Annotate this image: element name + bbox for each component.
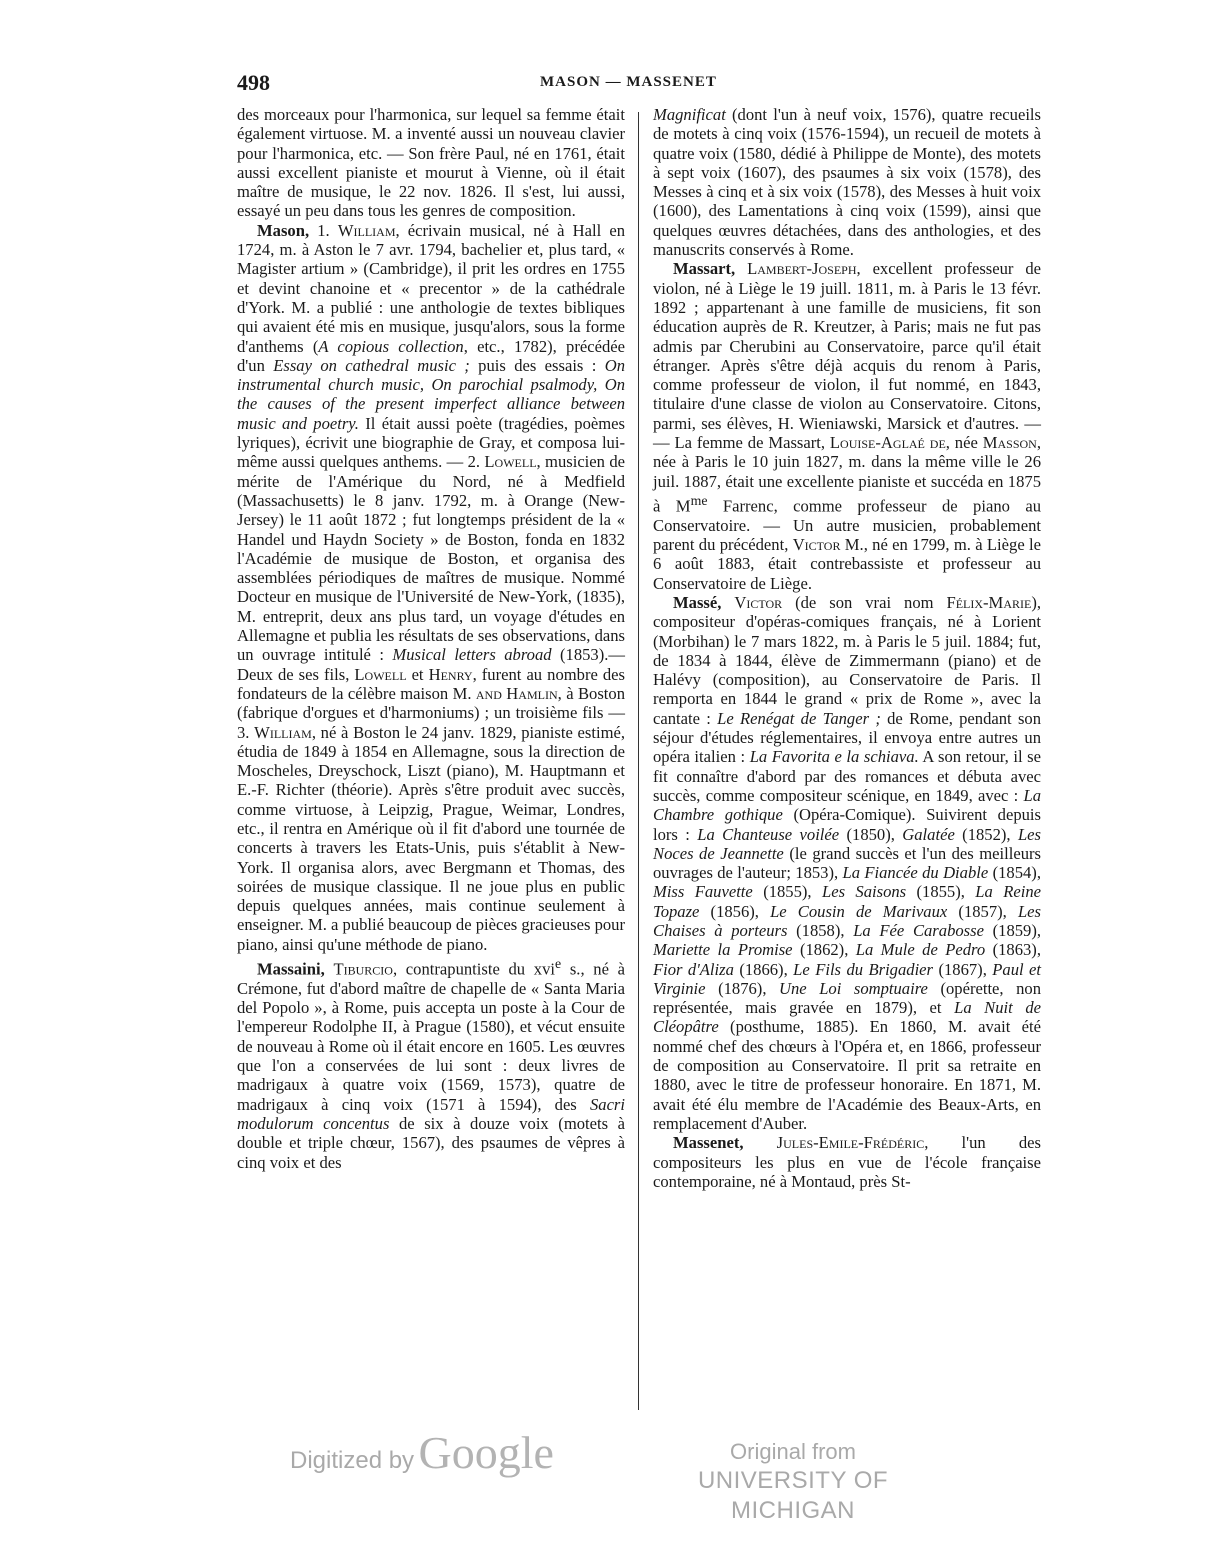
paragraph-harmonica: des morceaux pour l'harmonica, sur lequel sa femme était également virtuose. M. a inventé aussi un nouveau clavier pour l'harmonica, etc. — Son frère Paul, né en 1761, était aussi excellent pianiste et mourut à Vienne, où il était maître de musique, le 22 nov. 1826. Il s'est, lui aussi, essayé un peu dans tous les genres de composition. [237, 105, 625, 221]
work-title: Musical letters abroad [392, 645, 552, 665]
entry-text: , née [945, 433, 983, 453]
original-source-watermark [668, 1438, 918, 1526]
running-head: MASON — MASSENET [540, 74, 717, 90]
entry-mason [237, 221, 625, 954]
work-title: Le Renégat de Tanger ; [717, 708, 881, 728]
work-title: La Mule de Pedro [855, 940, 986, 960]
entry-text: A son retour, il se fit connaître d'abord par des romances et débuta avec succès, comme compositeur scénique, en 1849, avec : [653, 747, 1042, 805]
work-title: Essay on cathedral music ; [273, 355, 470, 375]
entry-text: (de son vrai nom [782, 592, 947, 612]
entry-text: s., né à Crémone, fut d'abord maître de chapelle de « Santa Maria del Popolo », à Rome, puis accepta un poste à la Cour de l'empereur Rodolphe II, à Prague (1580), et vécut ensuite de nouveau à Rome où il était encore en 1605. Les œuvres que l'on a conservées de lui sont : deux livres de madrigaux à quatre voix (1569, 1573), quatre de madrigaux à cinq voix (1571 à 1594), des [237, 959, 625, 1114]
entry-text: (1854), [988, 863, 1041, 883]
work-title: Paul et Virginie [653, 959, 1042, 998]
work-title: Les Chaises à porteurs [653, 901, 1041, 940]
work-title: La Chambre gothique [653, 785, 1041, 825]
google-logo: Google [418, 1427, 554, 1478]
digitized-text: Digitized by [290, 1447, 415, 1474]
work-title: A copious collection [318, 336, 464, 356]
entry-text: , excellent professeur de violon, né à Liège le 19 juill. 1811, m. à Paris le 13 févr. 1892 ; appartenant à une famille de musiciens, fit son éducation auprès de R. Kreutzer, à Paris; mais ne fut pas admis par Cherubini au Conservatoire, parce qu'il était étranger. Après s'être déjà acquis du renom à Paris, comme professeur de violon, il fut nommé, en 1843, titulaire d'une classe de violon au Conservatoire. Citons, parmi, ses élèves, H. Wieniawski, Marsick et d'autres. — — La femme de Massart, [653, 259, 1041, 453]
column-rule [638, 112, 639, 1410]
entry-text: (Opéra-Comique). Suivirent depuis lors : [653, 805, 1041, 844]
entry-text: (1850), [839, 824, 903, 844]
original-from-text: Original from [730, 1439, 856, 1464]
entry-text: (posthume, 1885). En 1860, M. avait été nommé chef des chœurs à l'Opéra et, en 1866, professeur de composition au Conservatoire. Il prit sa retraite en 1880, avec le titre de professeur honoraire. En 1871, M. avait été élu membre de l'Académie des Beaux-Arts, en remplacement d'Auber. [653, 1017, 1041, 1133]
work-title: Sacri modulorum concentus [237, 1094, 625, 1133]
entry-massart [653, 259, 1041, 593]
entry-text: (dont l'un à neuf voix, 1576), quatre recueils de motets à cinq voix (1576-1594), un recueil de motets à quatre voix (1580, dédié à Philippe de Monte), des motets à sept voix (1607), des psaumes à six voix (1578), des Messes à cinq et à six voix (1578), des Messes à huit voix (1600), des Lamentations à cinq voix (1599), ainsi que quelques œuvres détachées, dans des anthologies, et des manuscrits conservés à Rome. [653, 105, 1041, 260]
name-and-hamlin: and Hamlin [475, 683, 558, 703]
work-title: Galatée [902, 824, 955, 844]
name-henry: Henry [428, 664, 473, 684]
entry-masse [653, 593, 1041, 1133]
digitized-by-google-watermark [290, 1426, 554, 1479]
name-william: William [337, 220, 396, 240]
entry-text: , né à Boston le 24 janv. 1829, pianiste estimé, étudia de 1849 à 1854 en Allemagne, sous la direction de Moscheles, Dreyschock, Liszt (piano), M. Hauptmann et E.-F. Richter (théorie). Après s'être produit avec succès, comme virtuose, à Leipzig, Prague, Weimar, Londres, etc., il rentra en Amérique où il fit d'abord une tournée de concerts à travers les Etats-Unis, puis s'établit à New-York. Il organisa alors, avec Bergmann et Thomas, des soirées de musique classique. Il ne joue plus en public depuis quelques années, mais continue seulement à enseigner. M. a publié beaucoup de pièces gracieuses pour piano, ainsi qu'une méthode de piano. [237, 722, 625, 954]
left-column [237, 105, 625, 1172]
entry-text: Il était aussi poète (tragédies, poèmes lyriques), écrivit une biographie de Gray, et composa lui-même aussi quelques anthems. — 2. [237, 413, 625, 472]
work-title: Miss Fauvette [653, 882, 753, 902]
entry-text: (1855), [906, 882, 976, 902]
name-victor: Victor [792, 535, 841, 555]
headword-massaini: Massaini, [257, 959, 325, 979]
work-title: Mariette la Promise [653, 940, 793, 960]
work-title: La Fée Carabosse [853, 921, 984, 940]
name-masson: Masson [982, 433, 1037, 453]
entry-text: (1863), [985, 940, 1041, 960]
entry-text: , écrivain musical, né à Hall en 1724, m. à Aston le 7 avr. 1794, bachelier et, plus tard, « Magister artium » (Cambridge), il prit les ordres en 1755 et devint chanoine et « precentor » de la cathédrale d'York. M. a publié : une anthologie de textes bibliques qui avaient été mis en musique, jusqu'alors, sous la forme d'anthems ( [237, 220, 625, 356]
headword-mason: Mason, [257, 220, 310, 240]
work-title: La Reine Topaze [653, 882, 1041, 921]
work-title: Une Loi somptuaire [779, 978, 928, 998]
right-column [653, 105, 1041, 1191]
entry-text: (1876), [705, 978, 780, 998]
paragraph-magnificat [653, 105, 1041, 259]
name-jules-emile-frederic: Jules-Emile-Frédéric [776, 1133, 925, 1153]
work-title: On instrumental church music, On parochial psalmody, On the causes of the present imperfect alliance between music and poetry. [237, 355, 625, 433]
entry-massaini [237, 954, 625, 1172]
name-louise-aglae: Louise-Aglaé de [829, 433, 946, 453]
name-felix-marie: Félix-Marie [946, 592, 1032, 612]
work-title: Les Saisons [821, 882, 907, 902]
entry-text: , musicien de mérite de l'Amérique du Nord, né à Medfield (Massachusetts) le 8 janv. 1792, m. à Orange (New-Jersey) le 11 août 1872 ; fut longtemps président de la « Handel und Haydn Society » de Boston, fonda en 1832 l'Académie de musique de Boston, et organisa des assemblées périodiques de maîtres de musique. Nommé Docteur en musique de l'Université de New-York, (1835), M. entreprit, deux ans plus tard, un voyage d'études en Allemagne et publia les résultats de ses observations, dans un ouvrage intitulé : [237, 452, 625, 665]
entry-text: (1859), [983, 921, 1042, 940]
entry-text: (le grand succès et l'un des meilleurs ouvrages de l'auteur; 1853), [653, 843, 1041, 883]
university-name: UNIVERSITY OF MICHIGAN [697, 1467, 889, 1524]
work-title: La Chanteuse voilée [697, 824, 840, 844]
entry-text: (1857), [947, 901, 1018, 921]
entry-text: , etc., 1782), précédée d'un [237, 336, 625, 375]
work-title: Fior d'Aliza [653, 959, 734, 979]
work-title: Le Fils du Brigadier [793, 959, 934, 979]
name-william: William [254, 722, 312, 742]
entry-text: , furent au nombre des fondateurs de la célèbre maison M. [237, 664, 625, 703]
work-title: La Favorita e la schiava. [749, 747, 919, 767]
work-title: La Fiancée du Diable [842, 863, 989, 883]
work-title: La Nuit de Cléopâtre [653, 998, 1041, 1037]
entry-text: (1866), [733, 959, 794, 979]
headword-massart: Massart, [673, 259, 736, 279]
entry-text: , à Boston (fabrique d'orgues et d'harmoniums) ; un troisième fils — 3. [237, 683, 625, 742]
entry-text: de Rome, pendant son séjour d'études réglementaires, il envoya entre autres un opéra italien : [653, 708, 1041, 767]
entry-text: , née à Paris le 10 juin 1827, m. dans la même ville le 26 juil. 1887, était une excellente pianiste et succéda en 1875 à M [653, 433, 1041, 516]
entry-text: de six à douze voix (motets à double et triple chœur, 1567), des psaumes de vêpres à cinq voix et des [237, 1113, 625, 1172]
work-title: Les Noces de Jeannette [653, 824, 1041, 863]
entry-text: , contrapuntiste du xvi [392, 959, 555, 979]
entry-text: (1862), [792, 940, 856, 960]
entry-text: (opérette, non représentée, mais gravée en 1879), et [653, 978, 1041, 1018]
name-lambert-joseph: Lambert-Joseph [747, 259, 857, 279]
name-lowell: Lowell [484, 452, 537, 472]
entry-text: ), compositeur d'opéras-comiques français, né à Lorient (Morbihan) le 7 mars 1822, m. à Paris le 5 juil. 1884; fut, de 1834 à 1844, élève de Zimmermann (piano) et de Halévy (composition), au Conservatoire de Paris. Il remporta en 1844 le grand « prix de Rome », avec la cantate : [653, 592, 1041, 728]
entry-text: M., né en 1799, m. à Liège le 6 août 1883, était contrebassiste et professeur au Conservatoire de Liège. [653, 535, 1041, 593]
entry-text: (1855), [752, 882, 822, 902]
name-tiburcio: Tiburcio [333, 959, 393, 979]
headword-masse: Massé, [673, 592, 722, 612]
entry-massenet [653, 1133, 1041, 1191]
name-lowell: Lowell [354, 664, 407, 684]
page-number: 498 [237, 70, 270, 95]
entry-text: (1858), [787, 921, 854, 940]
superscript: me [690, 492, 708, 508]
name-victor: Victor [734, 592, 783, 612]
entry-text: (1856), [699, 901, 771, 921]
headword-massenet: Massenet, [673, 1133, 744, 1153]
entry-text: (1867), [933, 959, 993, 979]
work-title: Le Cousin de Marivaux [770, 901, 948, 921]
entry-text: (1853).— Deux de ses fils, [237, 645, 625, 684]
entry-text: Farrenc, comme professeur de piano au Conservatoire. — Un autre musicien, probablement parent du précédent, [653, 496, 1041, 555]
entry-text: 1. [309, 220, 338, 240]
entry-text: et [406, 664, 429, 684]
superscript: e [555, 956, 562, 972]
work-title: Magnificat [653, 105, 726, 124]
entry-text: puis des essais : [469, 355, 605, 375]
entry-text: (1852), [954, 824, 1018, 844]
entry-text: , l'un des compositeurs les plus en vue de l'école française contemporaine, né à Montaud, près St- [653, 1133, 1041, 1191]
